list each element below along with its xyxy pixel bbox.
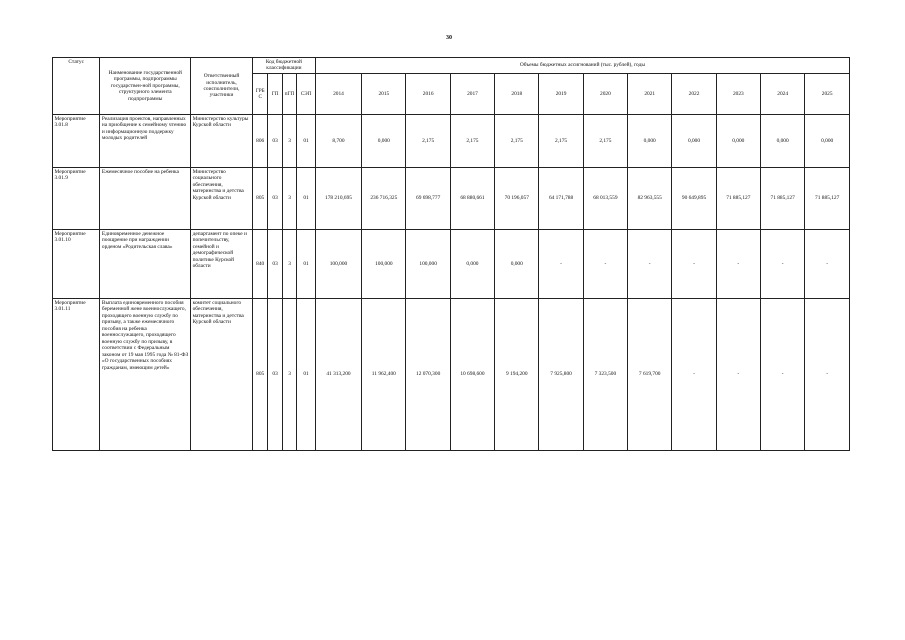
row-code-grbs: 805 (252, 167, 267, 229)
row-value: 82 963,555 (628, 167, 672, 229)
row-value: - (760, 298, 804, 450)
row-status: Мероприятие 3.01.10 (53, 229, 100, 298)
row-code-gp: 03 (268, 167, 282, 229)
row-value: - (760, 229, 804, 298)
header-code-pgp: пГП (282, 73, 296, 114)
row-value: 10 698,600 (450, 298, 494, 450)
header-code-gp: ГП (268, 73, 282, 114)
header-code-grbs: ГРБС (252, 73, 267, 114)
row-responsible: Министерство социального обеспечения, материнства и детства Курской области (191, 167, 253, 229)
row-value: 64 171,788 (539, 167, 583, 229)
row-name: Ежемесячное пособие на ребенка (100, 167, 191, 229)
row-value: 7 925,800 (539, 298, 583, 450)
row-value: 70 196,057 (495, 167, 539, 229)
row-code-pgp: 3 (282, 167, 296, 229)
row-value: 0,000 (362, 114, 406, 167)
row-code-gp: 03 (268, 298, 282, 450)
row-code-grbs: 806 (252, 114, 267, 167)
row-value: 41 313,200 (315, 298, 361, 450)
row-responsible: комитет социального обеспечения, материнства и детства Курской области (191, 298, 253, 450)
header-year: 2025 (805, 73, 850, 114)
row-code-sep: 01 (297, 114, 316, 167)
header-year: 2023 (716, 73, 760, 114)
row-value: 178 210,695 (315, 167, 361, 229)
header-code-sep: СЭП (297, 73, 316, 114)
row-value: 100,000 (362, 229, 406, 298)
row-value: 0,000 (672, 114, 716, 167)
row-value: 69 698,777 (406, 167, 450, 229)
row-code-gp: 03 (268, 114, 282, 167)
row-name: Реализация проектов, направленных на приобщение к семейному чтению и информационную поддержку молодых родителей (100, 114, 191, 167)
row-value: 0,000 (495, 229, 539, 298)
row-status: Мероприятие 3.01.9 (53, 167, 100, 229)
row-value: - (539, 229, 583, 298)
row-value: - (672, 229, 716, 298)
row-value: 71 885,127 (760, 167, 804, 229)
row-value: - (672, 298, 716, 450)
header-year: 2024 (760, 73, 804, 114)
header-year: 2022 (672, 73, 716, 114)
header-responsible: Ответственный исполнитель, соисполнители, участники (191, 58, 253, 115)
row-value: 68 013,559 (583, 167, 627, 229)
row-value: - (716, 229, 760, 298)
row-code-gp: 03 (268, 229, 282, 298)
row-code-sep: 01 (297, 167, 316, 229)
row-value: 7 619,700 (628, 298, 672, 450)
row-value: 0,000 (628, 114, 672, 167)
row-name: Единовременное денежное поощрение при награждении орденом «Родительская слава» (100, 229, 191, 298)
row-value: 0,000 (805, 114, 850, 167)
row-value: 2,175 (406, 114, 450, 167)
row-value: 90 649,895 (672, 167, 716, 229)
row-code-pgp: 3 (282, 229, 296, 298)
row-value: 100,000 (315, 229, 361, 298)
row-code-sep: 01 (297, 298, 316, 450)
table-row (53, 298, 850, 450)
row-code-sep: 01 (297, 229, 316, 298)
row-name: Выплата единовременного пособия беременной жене военнослужащего, проходящего военную службу по призыву, а также ежемесячного пособия на ребенка военнослужащего, проходящего военную службу по призыву, в соответствии с Федеральным законом от 19 мая 1995 года № 81-ФЗ «О государственных пособиях гражданам, имеющим детей» (100, 298, 191, 450)
header-status: Статус (53, 58, 100, 115)
header-year: 2018 (495, 73, 539, 114)
header-year: 2014 (315, 73, 361, 114)
row-value: 71 885,127 (716, 167, 760, 229)
header-year: 2019 (539, 73, 583, 114)
row-value: 236 716,325 (362, 167, 406, 229)
row-value: 8,700 (315, 114, 361, 167)
header-year: 2020 (583, 73, 627, 114)
row-value: 2,175 (583, 114, 627, 167)
header-code-group: Код бюджетной классификации (252, 58, 315, 74)
table-row (53, 229, 850, 298)
row-value: - (628, 229, 672, 298)
header-volumes-group: Объемы бюджетных ассигнований (тыс. рублей), годы (315, 58, 849, 74)
row-value: 100,000 (406, 229, 450, 298)
row-code-grbs: 840 (252, 229, 267, 298)
row-value: 2,175 (495, 114, 539, 167)
table-row (53, 167, 850, 229)
budget-table (52, 57, 850, 451)
row-status: Мероприятие 3.01.8 (53, 114, 100, 167)
row-value: 71 885,127 (805, 167, 850, 229)
row-status: Мероприятие 3.01.11 (53, 298, 100, 450)
row-code-pgp: 3 (282, 114, 296, 167)
row-value: 0,000 (760, 114, 804, 167)
row-value: - (805, 298, 850, 450)
header-year: 2021 (628, 73, 672, 114)
row-value: 9 194,200 (495, 298, 539, 450)
header-name: Наименование государственной программы, подпрограммы государствен-ной программы, структурного элемента подпрограммы (100, 58, 191, 115)
row-value: - (716, 298, 760, 450)
row-value: 12 070,300 (406, 298, 450, 450)
row-value: 0,000 (716, 114, 760, 167)
row-code-pgp: 3 (282, 298, 296, 450)
header-year: 2017 (450, 73, 494, 114)
row-value: 2,175 (539, 114, 583, 167)
row-value: - (583, 229, 627, 298)
row-code-grbs: 805 (252, 298, 267, 450)
row-value: - (805, 229, 850, 298)
row-value: 11 962,400 (362, 298, 406, 450)
row-value: 68 880,661 (450, 167, 494, 229)
header-year: 2016 (406, 73, 450, 114)
row-value: 0,000 (450, 229, 494, 298)
row-responsible: департамент по опеке и попечительству, семейной и демографической политике Курской области (191, 229, 253, 298)
page-number: 30 (446, 35, 452, 41)
row-value: 7 323,500 (583, 298, 627, 450)
row-value: 2,175 (450, 114, 494, 167)
table-row (53, 114, 850, 167)
row-responsible: Министерство культуры Курской области (191, 114, 253, 167)
header-year: 2015 (362, 73, 406, 114)
